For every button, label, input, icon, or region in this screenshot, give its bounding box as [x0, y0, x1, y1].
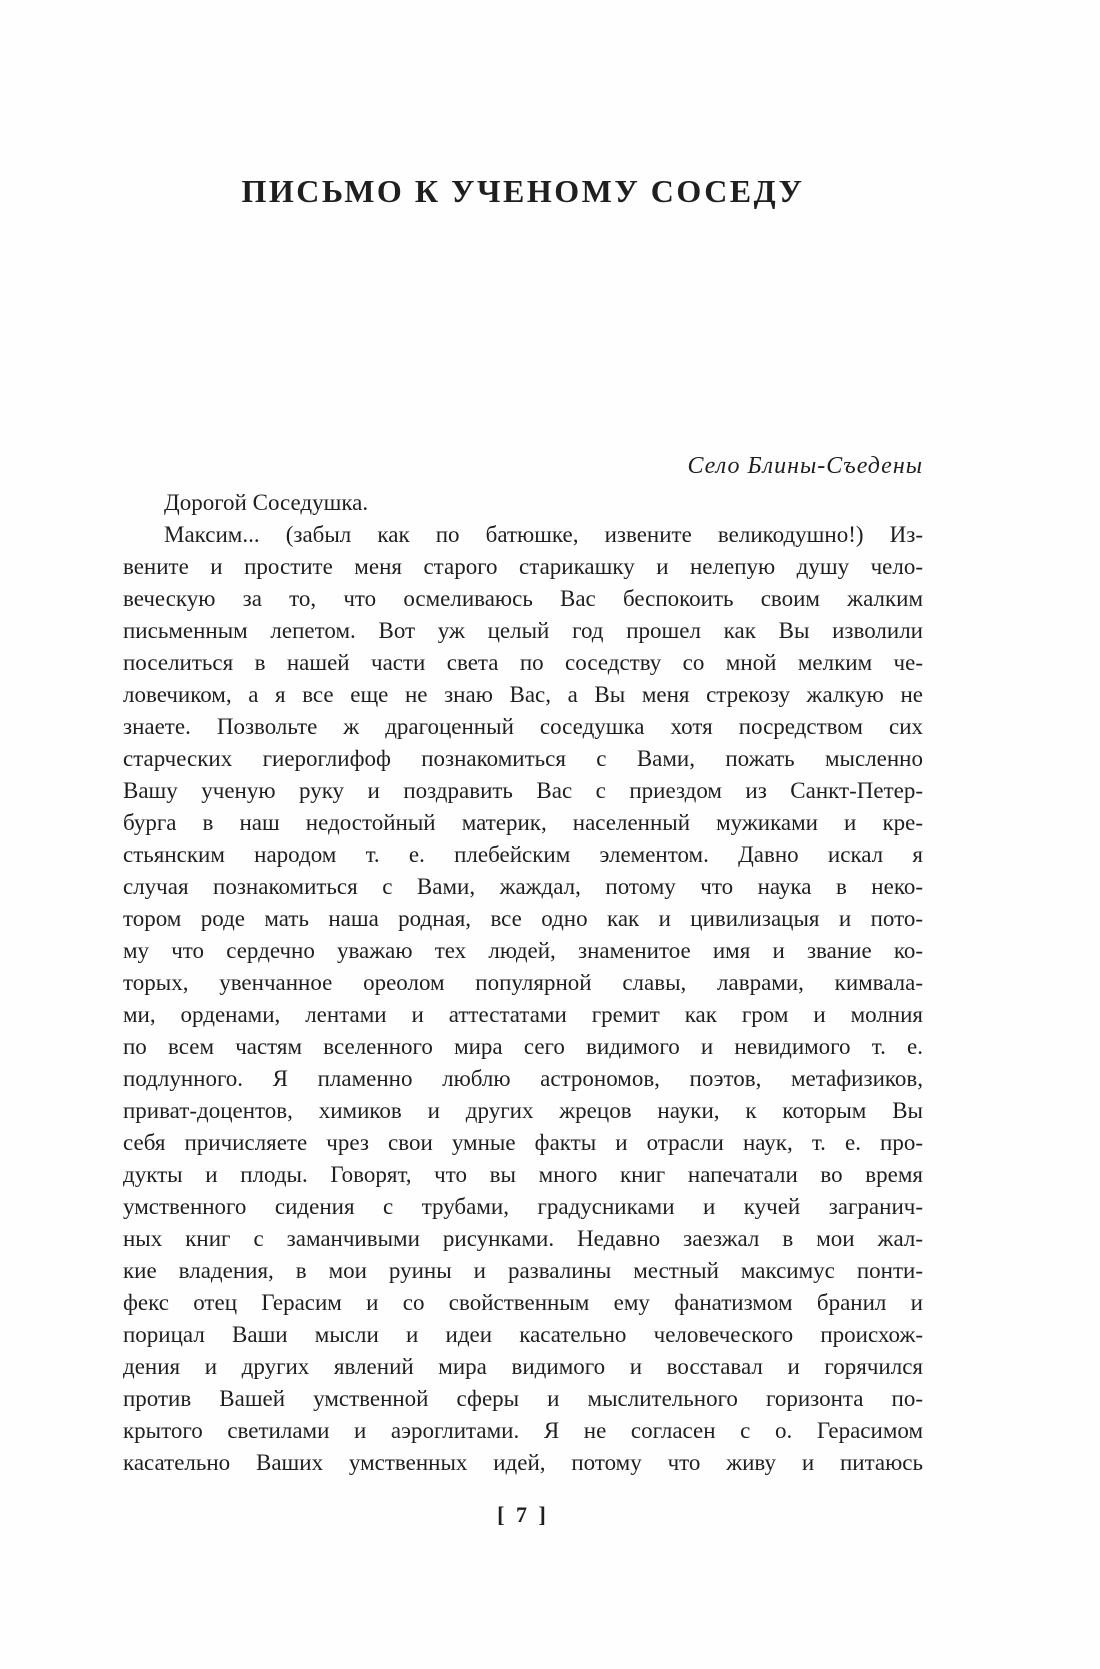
text-line: старческих гиероглифоф познакомиться с Вами, пожать мысленно	[123, 746, 923, 771]
paragraph	[123, 519, 923, 1479]
text-line: бурга в наш недостойный материк, населенный мужиками и кре-	[123, 810, 923, 835]
text-line: фекс отец Герасим и со свойственным ему фанатизмом бранил и	[123, 1290, 923, 1315]
text-line: дукты и плоды. Говорят, что вы много книг напечатали во время	[123, 1162, 923, 1187]
text-body	[123, 487, 923, 1479]
text-line: умственного сидения с трубами, градусниками и кучей загранич-	[123, 1194, 923, 1219]
text-line: случая познакомиться с Вами, жаждал, потому что наука в неко-	[123, 874, 923, 899]
text-line: стьянским народом т. е. плебейским элементом. Давно искал я	[123, 842, 923, 867]
text-line: торых, увенчанное ореолом популярной славы, лаврами, кимвала-	[123, 970, 923, 995]
text-line: Дорогой Соседушка.	[164, 490, 369, 515]
text-line: Вашу ученую руку и поздравить Вас с приездом из Санкт-Петер-	[123, 778, 923, 803]
text-line: письменным лепетом. Вот уж целый год прошел как Вы изволили	[123, 618, 923, 643]
text-line: ми, орденами, лентами и аттестатами гремит как гром и молния	[123, 1002, 923, 1027]
text-line: вените и простите меня старого старикашку и нелепую душу чело-	[123, 554, 923, 579]
text-line: себя причисляете чрез свои умные факты и отрасли наук, т. е. про-	[123, 1130, 923, 1155]
paragraph	[123, 487, 923, 519]
text-line: ных книг с заманчивыми рисунками. Недавно заезжал в мои жал-	[123, 1226, 923, 1251]
text-line: касательно Ваших умственных идей, потому что живу и питаюсь	[123, 1450, 923, 1475]
text-line: тором роде мать наша родная, все одно как и цивилизацыя и пото-	[123, 906, 923, 931]
text-line: приват-доцентов, химиков и других жрецов науки, к которым Вы	[123, 1098, 923, 1123]
text-line: знаете. Позвольте ж драгоценный соседушка хотя посредством сих	[123, 714, 923, 739]
text-line: крытого светилами и аэроглитами. Я не согласен с о. Герасимом	[123, 1418, 923, 1443]
text-line: по всем частям вселенного мира сего видимого и невидимого т. е.	[123, 1034, 923, 1059]
text-column	[123, 0, 923, 1530]
text-line: кие владения, в мои руины и развалины местный максимус понти-	[123, 1258, 923, 1283]
text-line: подлунного. Я пламенно люблю астрономов, поэтов, метафизиков,	[123, 1066, 923, 1091]
text-line: ловечиком, а я все еще не знаю Вас, а Вы меня стрекозу жалкую не	[123, 682, 923, 707]
text-line: му что сердечно уважаю тех людей, знаменитое имя и звание ко-	[123, 938, 923, 963]
page-title: ПИСЬМО К УЧЕНОМУ СОСЕДУ	[241, 173, 805, 209]
text-line: дения и других явлений мира видимого и восставал и горячился	[123, 1354, 923, 1379]
text-line: веческую за то, что осмеливаюсь Вас беспокоить своим жалким	[123, 586, 923, 611]
text-line: поселиться в нашей части света по соседству со мной мелким че-	[123, 650, 923, 675]
dateline: Село Блины-Съедены	[687, 453, 923, 479]
text-line: против Вашей умственной сферы и мыслительного горизонта по-	[123, 1386, 923, 1411]
text-line: Максим... (забыл как по батюшке, извените великодушно!) Из-	[164, 522, 923, 547]
page-number: [ 7 ]	[497, 1502, 549, 1527]
text-line: порицал Ваши мысли и идеи касательно человеческого происхож-	[123, 1322, 923, 1347]
